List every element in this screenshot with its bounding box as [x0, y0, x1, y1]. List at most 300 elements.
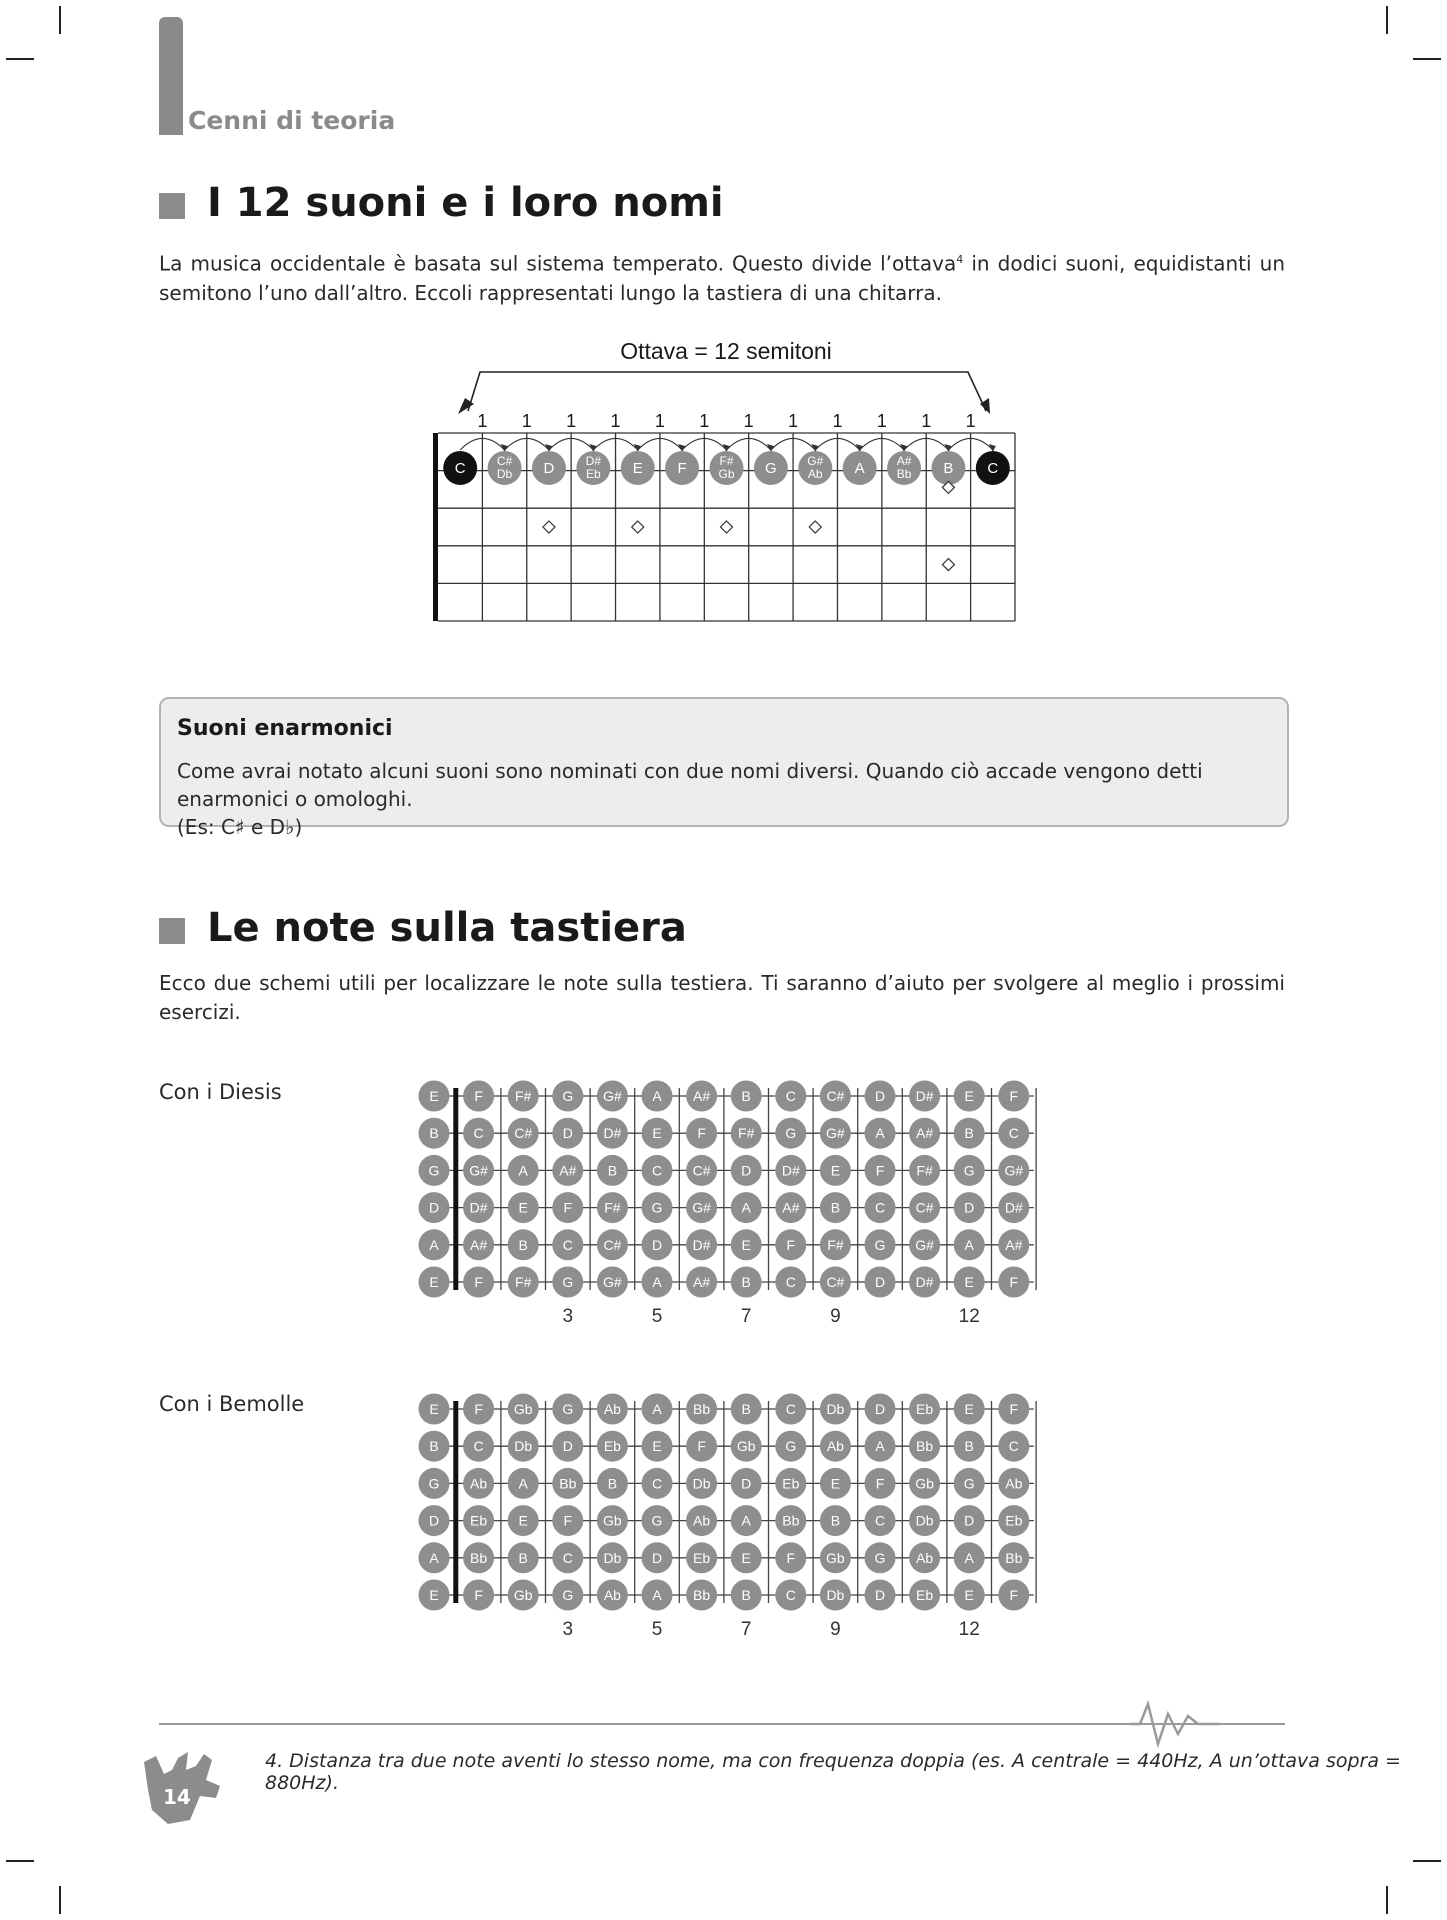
note-name: Eb: [470, 1512, 488, 1529]
note-name: Ab: [916, 1549, 934, 1566]
fretboard-note: [463, 1192, 494, 1223]
note-name: B: [518, 1236, 528, 1253]
fretboard-note: [597, 1468, 628, 1499]
fretboard-note: [865, 1431, 896, 1462]
fretboard-note: [419, 1155, 450, 1186]
fretboard-note: [909, 1155, 940, 1186]
fretboard-note: [597, 1118, 628, 1149]
note-name: Eb: [1005, 1512, 1023, 1529]
fretboard-note: [463, 1118, 494, 1149]
note-name: B: [741, 1274, 751, 1290]
fretboard-note: [552, 1267, 583, 1298]
note-name: F: [786, 1236, 796, 1253]
fret-number: 5: [651, 1619, 663, 1640]
note-name: D#: [692, 1236, 711, 1253]
note-name: E: [652, 1438, 662, 1455]
note-name: C#: [692, 1162, 711, 1179]
fret-inlay: [942, 559, 954, 571]
note-name: D: [651, 1236, 663, 1253]
semitone-step: 1: [876, 411, 887, 431]
note-name: F: [1009, 1274, 1019, 1290]
fretboard-note: [909, 1394, 940, 1425]
octave-note: [710, 451, 744, 485]
note-name: D: [651, 1549, 663, 1566]
note-name: F: [1009, 1401, 1019, 1417]
fretboard-note: [686, 1081, 717, 1112]
note-name: F: [563, 1512, 573, 1529]
note-name: E: [652, 1125, 662, 1142]
fretboard-note: [686, 1229, 717, 1260]
fretboard-note: [642, 1580, 673, 1611]
note-name: C: [785, 1401, 796, 1417]
note-name: D: [874, 1274, 886, 1290]
box-body: Come avrai notato alcuni suoni sono nominati con due nomi diversi. Quando ciò accade vengono detti enarmonici o omologhi.: [177, 759, 1203, 811]
note-name: F: [474, 1587, 483, 1603]
note-name: C: [562, 1549, 573, 1566]
fretboard-note: [552, 1229, 583, 1260]
note-name: F: [786, 1549, 796, 1566]
note-name: C#: [826, 1274, 845, 1290]
fretboard-note: [865, 1468, 896, 1499]
note-name: A: [518, 1475, 528, 1492]
fretboard-note: [552, 1081, 583, 1112]
fretboard-note: [775, 1580, 806, 1611]
note-name: D: [543, 459, 555, 477]
fretboard-note: [686, 1468, 717, 1499]
fretboard-note: [820, 1505, 851, 1536]
note-name: A: [875, 1438, 885, 1455]
note-name: Bb: [916, 1438, 934, 1455]
note-name: D#: [603, 1125, 622, 1142]
fret-inlay: [721, 521, 733, 533]
fretboard-note: [552, 1155, 583, 1186]
note-name: A#: [693, 1088, 711, 1104]
fretboard-note: [642, 1542, 673, 1573]
fretboard-note: [775, 1192, 806, 1223]
fretboard-note: [463, 1394, 494, 1425]
fretboard-note: [642, 1267, 673, 1298]
note-name: D#: [915, 1088, 934, 1104]
fretboard-note: [731, 1267, 762, 1298]
fretboard-note: [686, 1542, 717, 1573]
semitone-step: 1: [921, 411, 932, 431]
semitone-step: 1: [610, 411, 621, 431]
fretboard-note: [642, 1431, 673, 1462]
fretboard-note: [865, 1505, 896, 1536]
fret-number: 9: [830, 1306, 841, 1327]
note-name-alt: Eb: [586, 466, 601, 481]
fretboard-note: [998, 1192, 1029, 1223]
fretboard-note: [865, 1118, 896, 1149]
semitone-step: 1: [521, 411, 532, 431]
octave-note: [488, 451, 522, 485]
fretboard-note: [731, 1580, 762, 1611]
octave-note: [443, 451, 477, 485]
fretboard-note: [775, 1155, 806, 1186]
fretboard-note: [954, 1229, 985, 1260]
note-name: E: [632, 459, 643, 477]
fretboard-note: [820, 1468, 851, 1499]
octave-note: [621, 451, 655, 485]
note-name: D: [874, 1088, 886, 1104]
fretboard-note: [954, 1542, 985, 1573]
note-name: D#: [915, 1274, 934, 1290]
note-name: G: [562, 1401, 574, 1417]
octave-caption: Ottava = 12 semitoni: [620, 338, 832, 364]
fretboard-note: [865, 1081, 896, 1112]
fretboard-note: [419, 1542, 450, 1573]
note-name: B: [518, 1549, 528, 1566]
note-name: F: [697, 1125, 706, 1142]
note-name: C: [785, 1587, 796, 1603]
fret-number: 5: [651, 1306, 663, 1327]
note-name: F#: [515, 1274, 532, 1290]
fretboard-note: [597, 1505, 628, 1536]
fretboard-note: [508, 1267, 539, 1298]
crop-mark: [59, 1886, 61, 1914]
note-name: D: [964, 1199, 975, 1216]
note-name: C: [785, 1088, 796, 1104]
note-name: F: [875, 1162, 885, 1179]
fretboard-note: [820, 1542, 851, 1573]
note-name: E: [429, 1587, 439, 1603]
note-name: G: [874, 1549, 886, 1566]
fretboard-note: [909, 1431, 940, 1462]
intro-text-2: in dodici suoni, equidistanti un semitono l’uno dall’altro. Eccoli rappresentati lungo la tastiera di una chitarra.: [159, 251, 1286, 305]
note-name: A: [652, 1274, 662, 1290]
semitone-step: 1: [654, 411, 665, 431]
fret-number: 9: [830, 1619, 841, 1640]
note-name: G: [963, 1162, 975, 1179]
note-name: B: [741, 1587, 751, 1603]
fretboard-note: [686, 1505, 717, 1536]
fretboard-note: [865, 1394, 896, 1425]
fret-number: 12: [958, 1306, 980, 1327]
fretboard-note: [775, 1542, 806, 1573]
fretboard-note: [775, 1505, 806, 1536]
note-name: E: [741, 1236, 751, 1253]
note-name: A: [429, 1236, 439, 1253]
fretboard-note: [463, 1542, 494, 1573]
fretboard-note: [954, 1394, 985, 1425]
note-name: Bb: [693, 1587, 711, 1603]
fretboard-note: [865, 1229, 896, 1260]
note-name: C: [562, 1236, 573, 1253]
fretboard-note: [998, 1505, 1029, 1536]
note-name: G#: [826, 1125, 845, 1142]
fretboard-note: [463, 1468, 494, 1499]
fretboard-note: [731, 1155, 762, 1186]
octave-note: [665, 451, 699, 485]
fretboard-note: [642, 1192, 673, 1223]
note-name: G: [785, 1125, 797, 1142]
fret-number: 12: [958, 1619, 980, 1640]
note-name: Eb: [693, 1549, 711, 1566]
note-name: Bb: [782, 1512, 800, 1529]
fretboard-note: [552, 1192, 583, 1223]
fretboard-note: [552, 1118, 583, 1149]
octave-note: [843, 451, 877, 485]
note-name: F#: [827, 1236, 844, 1253]
sharps-fretboard: [400, 1070, 1060, 1330]
note-name: Gb: [826, 1549, 845, 1566]
crop-mark: [1386, 1886, 1388, 1914]
fretboard-note: [642, 1229, 673, 1260]
footnote-divider: [159, 1723, 1285, 1725]
fretboard-note: [865, 1192, 896, 1223]
fretboard-note: [909, 1081, 940, 1112]
fretboard-note: [508, 1505, 539, 1536]
note-name: C: [473, 1438, 484, 1455]
note-name: D: [562, 1125, 573, 1142]
note-name: A: [652, 1587, 662, 1603]
semitone-step: 1: [788, 411, 799, 431]
fretboard-note: [419, 1267, 450, 1298]
note-name: A: [741, 1199, 751, 1216]
fretboard-note: [954, 1468, 985, 1499]
note-name: G: [562, 1088, 574, 1104]
section-title: I 12 suoni e i loro nomi: [207, 180, 724, 226]
fret-inlay: [632, 521, 644, 533]
fretboard-note: [954, 1155, 985, 1186]
fretboard-note: [686, 1580, 717, 1611]
note-name: F: [474, 1088, 483, 1104]
note-name: B: [741, 1401, 751, 1417]
note-name: F: [474, 1274, 483, 1290]
note-name: Db: [826, 1587, 845, 1603]
fretboard-note: [731, 1431, 762, 1462]
fretboard-note: [597, 1542, 628, 1573]
note-name: Eb: [916, 1401, 934, 1417]
section-bullet: [159, 918, 185, 944]
note-name: E: [429, 1401, 439, 1417]
note-name: G: [785, 1438, 797, 1455]
note-name: G: [765, 459, 777, 477]
fretboard-note: [820, 1118, 851, 1149]
fretboard-note: [552, 1580, 583, 1611]
fretboard-note: [419, 1468, 450, 1499]
box-title: Suoni enarmonici: [177, 716, 393, 741]
fretboard-note: [775, 1267, 806, 1298]
fretboard-note: [775, 1431, 806, 1462]
note-name: A: [964, 1549, 974, 1566]
note-name: D#: [781, 1162, 800, 1179]
fretboard-note: [909, 1468, 940, 1499]
fretboard-note: [865, 1542, 896, 1573]
note-name: Gb: [736, 1438, 756, 1455]
note-name: C#: [603, 1236, 622, 1253]
fretboard-note: [419, 1580, 450, 1611]
note-name: D#: [585, 453, 602, 468]
fretboard-note: [998, 1431, 1029, 1462]
fretboard-note: [508, 1118, 539, 1149]
fret-number: 7: [740, 1306, 752, 1327]
note-name: B: [830, 1199, 841, 1216]
octave-note: [798, 451, 832, 485]
note-name: D#: [1004, 1199, 1023, 1216]
fretboard-note: [909, 1580, 940, 1611]
fretboard-note: [508, 1081, 539, 1112]
octave-note: [576, 451, 610, 485]
note-name: Ab: [826, 1438, 844, 1455]
fretboard-note: [909, 1542, 940, 1573]
fretboard-note: [731, 1394, 762, 1425]
fretboard-note: [909, 1267, 940, 1298]
note-name: F#: [515, 1088, 532, 1104]
note-name-alt: Ab: [807, 466, 823, 481]
nut: [453, 1401, 458, 1603]
fretboard-note: [419, 1229, 450, 1260]
note-name: B: [943, 459, 954, 477]
note-name: G#: [1004, 1162, 1024, 1179]
fretboard-note: [865, 1267, 896, 1298]
fretboard-note: [552, 1468, 583, 1499]
fretboard-note: [642, 1118, 673, 1149]
note-name: Gb: [603, 1512, 622, 1529]
note-name: E: [964, 1587, 974, 1603]
note-name: A#: [470, 1236, 488, 1253]
fretboard-note: [597, 1192, 628, 1223]
octave-note: [532, 451, 566, 485]
note-name: Bb: [559, 1475, 577, 1492]
fretboard-note: [463, 1580, 494, 1611]
note-name: Db: [692, 1475, 711, 1492]
note-name: C: [1008, 1125, 1019, 1142]
fretboard-note: [731, 1118, 762, 1149]
semitone-step: 1: [699, 411, 710, 431]
note-name: Db: [603, 1549, 622, 1566]
note-name: D: [562, 1438, 573, 1455]
note-name: Bb: [470, 1549, 488, 1566]
octave-bracket: [468, 372, 986, 411]
note-name: E: [964, 1401, 974, 1417]
note-name: A: [875, 1125, 885, 1142]
note-name: C: [1008, 1438, 1019, 1455]
fretboard-note: [508, 1229, 539, 1260]
note-name: B: [741, 1088, 751, 1104]
fretboard-note: [909, 1192, 940, 1223]
fretboard-note: [909, 1229, 940, 1260]
fretboard-note: [954, 1081, 985, 1112]
note-name: Ab: [1005, 1475, 1023, 1492]
fretboard-note: [686, 1155, 717, 1186]
fretboard-note: [820, 1155, 851, 1186]
fretboard-note: [463, 1229, 494, 1260]
fretboard-note: [419, 1192, 450, 1223]
fretboard-note: [998, 1468, 1029, 1499]
fretboard-note: [419, 1394, 450, 1425]
fretboard-note: [686, 1394, 717, 1425]
octave-note: [754, 451, 788, 485]
note-name: A: [652, 1088, 662, 1104]
fretboard-note: [775, 1081, 806, 1112]
note-name: D: [874, 1401, 886, 1417]
note-name: G#: [915, 1236, 934, 1253]
note-name: Bb: [1005, 1549, 1023, 1566]
octave-note: [887, 451, 921, 485]
fretboard-note: [597, 1155, 628, 1186]
fret-number: 3: [562, 1306, 574, 1327]
note-name: C#: [514, 1125, 533, 1142]
fretboard-note: [998, 1267, 1029, 1298]
note-name: F: [677, 459, 687, 477]
note-name: C#: [915, 1199, 934, 1216]
note-name: B: [607, 1475, 618, 1492]
fretboard-note: [820, 1580, 851, 1611]
zigzag-ornament: [1130, 1700, 1220, 1750]
note-name: G: [562, 1274, 574, 1290]
fretboard-note: [508, 1192, 539, 1223]
note-name: F: [474, 1401, 483, 1417]
note-name: A: [652, 1401, 662, 1417]
fretboard-note: [463, 1267, 494, 1298]
note-name: A#: [896, 453, 912, 468]
fretboard-note: [642, 1081, 673, 1112]
note-name: C: [987, 459, 999, 477]
note-name: F#: [738, 1125, 755, 1142]
semitone-step: 1: [566, 411, 577, 431]
fret-inlay: [809, 521, 821, 533]
fretboard-note: [419, 1505, 450, 1536]
fretboard-note: [686, 1192, 717, 1223]
fretboard-note: [820, 1081, 851, 1112]
fretboard-note: [508, 1155, 539, 1186]
fretboard-note: [998, 1542, 1029, 1573]
fretboard-note: [865, 1155, 896, 1186]
note-name: D: [741, 1162, 752, 1179]
note-name: B: [830, 1512, 841, 1529]
note-name: G: [963, 1475, 975, 1492]
fretboard-note: [775, 1229, 806, 1260]
crop-mark: [1413, 1860, 1441, 1862]
fretboard-note: [954, 1580, 985, 1611]
fretboard-note: [731, 1192, 762, 1223]
note-name: F#: [916, 1162, 933, 1179]
fret-number: 7: [740, 1619, 752, 1640]
note-name: A#: [559, 1162, 577, 1179]
note-name: Eb: [916, 1587, 934, 1603]
arc-arrowhead: [989, 444, 996, 452]
fret-inlay: [543, 521, 555, 533]
note-name: F: [563, 1199, 573, 1216]
note-name-alt: Db: [496, 466, 513, 481]
fretboard-note: [597, 1081, 628, 1112]
fretboard-note: [998, 1155, 1029, 1186]
fretboard-note: [508, 1468, 539, 1499]
note-name: G: [428, 1162, 440, 1179]
fretboard-note: [419, 1118, 450, 1149]
fretboard-note: [775, 1394, 806, 1425]
fretboard-note: [731, 1542, 762, 1573]
note-name: A#: [916, 1125, 934, 1142]
note-name: E: [518, 1512, 528, 1529]
fretboard-note: [998, 1580, 1029, 1611]
note-name-alt: Gb: [718, 466, 735, 481]
fretboard-note: [775, 1468, 806, 1499]
note-name: C: [651, 1475, 663, 1492]
note-name: E: [964, 1274, 974, 1290]
fretboard-note: [954, 1505, 985, 1536]
fretboard-note: [998, 1118, 1029, 1149]
fretboard-note: [419, 1431, 450, 1462]
fretboard-note: [597, 1394, 628, 1425]
note-name: A: [429, 1549, 439, 1566]
fretboard-note: [508, 1431, 539, 1462]
note-name: C: [473, 1125, 484, 1142]
fretboard-note: [642, 1505, 673, 1536]
fretboard-note: [775, 1118, 806, 1149]
octave-note: [931, 451, 965, 485]
